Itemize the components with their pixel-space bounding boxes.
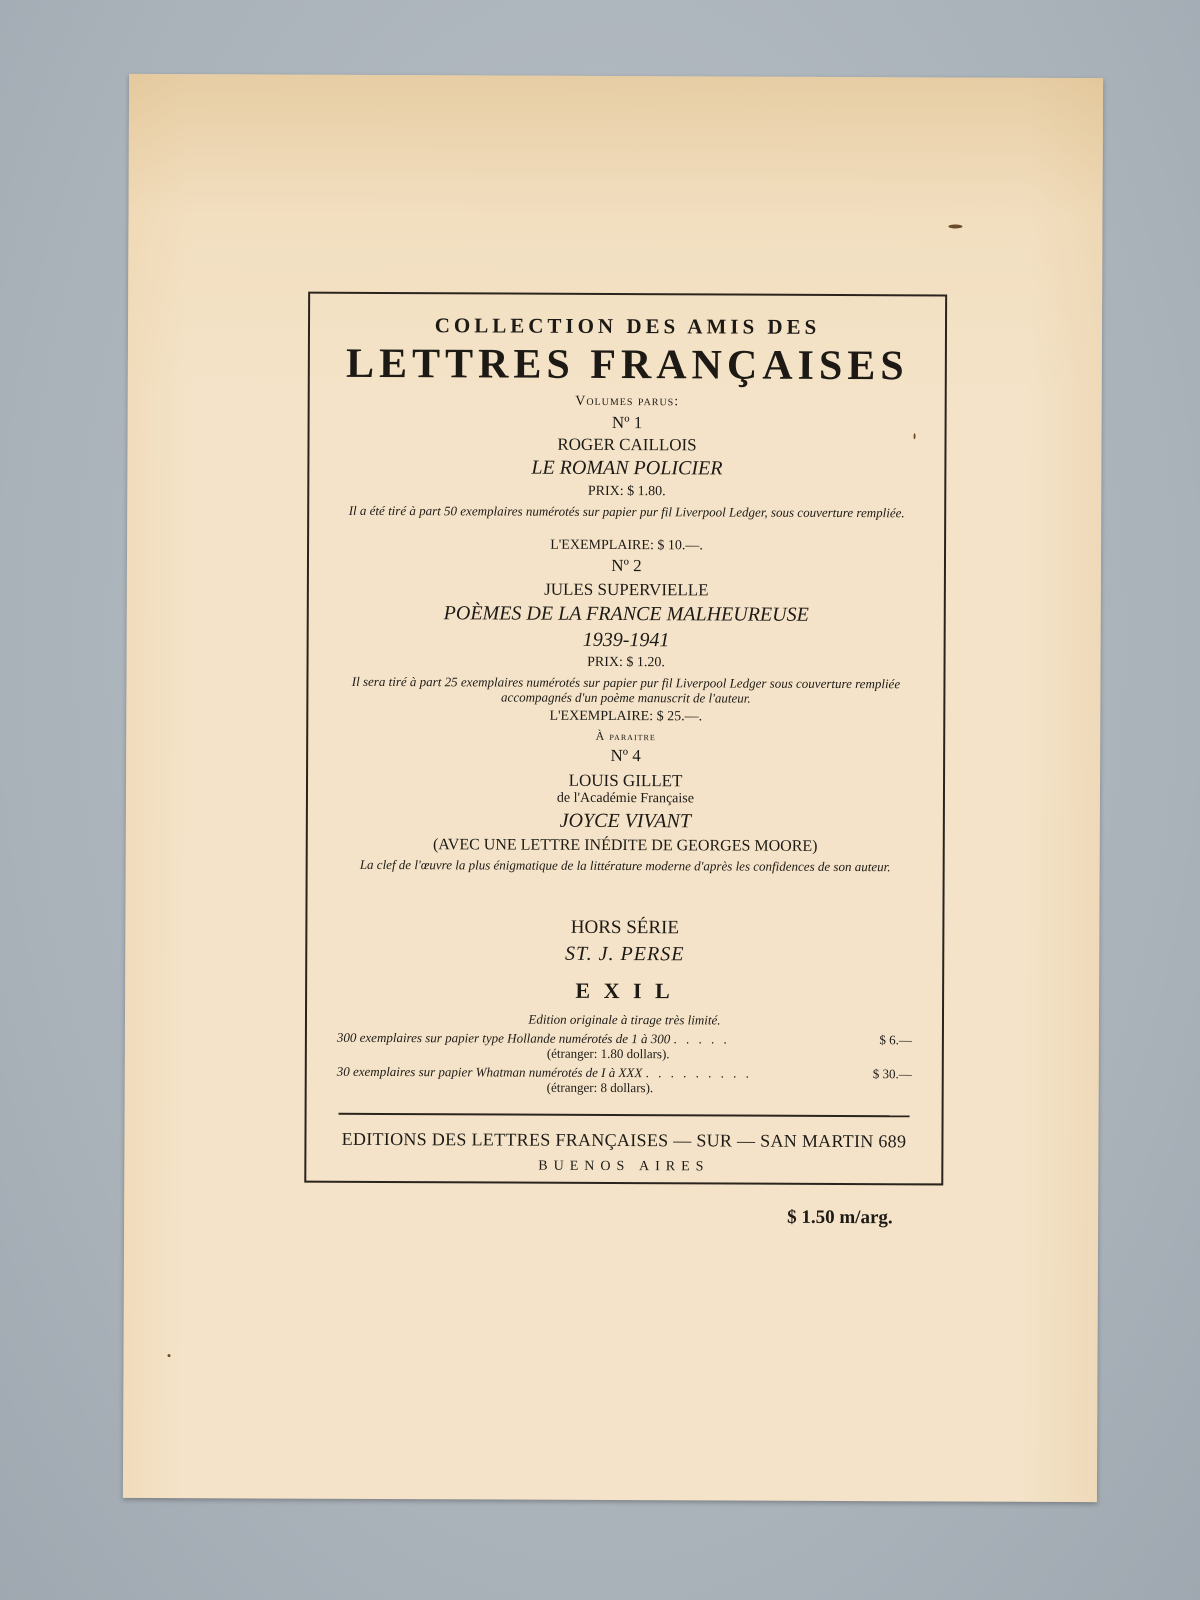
cover-price: $ 1.50 m/arg. xyxy=(787,1206,893,1229)
stain-speck xyxy=(948,224,962,228)
volume-1-price: PRIX: $ 1.80. xyxy=(587,483,666,500)
hors-serie-author: ST. J. PERSE xyxy=(565,942,685,966)
volume-1-author: ROGER CAILLOIS xyxy=(557,434,697,455)
hors-serie-edition: Edition originale à tirage très limité. xyxy=(528,1011,721,1028)
leader-dots: . . . . . . . . . xyxy=(645,1065,752,1081)
volume-2-years: 1939-1941 xyxy=(582,628,670,652)
volume-2-copy-price: L'EXEMPLAIRE: $ 25.—. xyxy=(549,708,703,725)
leader-dots: . . . . . xyxy=(673,1031,730,1047)
edition-text: 30 exemplaires sur papier Whatman numérotés de I à XXX xyxy=(336,1063,643,1081)
publisher-city: BUENOS AIRES xyxy=(538,1158,710,1175)
volume-4-affiliation: de l'Académie Française xyxy=(556,790,694,807)
forthcoming-label: À paraitre xyxy=(595,728,656,744)
volume-4-author: LOUIS GILLET xyxy=(568,770,683,791)
volume-1-number: Nº 1 xyxy=(611,412,643,433)
edition-foreign-price: (étranger: 8 dollars). xyxy=(546,1079,654,1096)
edition-text: 300 exemplaires sur papier type Hollande numérotés de 1 à 300 xyxy=(336,1029,671,1047)
main-title: LETTRES FRANÇAISES xyxy=(345,340,909,390)
volume-4-subtitle: (AVEC UNE LETTRE INÉDITE DE GEORGES MOORE) xyxy=(432,836,818,855)
edition-price: $ 6.— xyxy=(879,1032,912,1048)
volume-2-author: JULES SUPERVIELLE xyxy=(544,579,709,600)
volume-2-number: Nº 2 xyxy=(611,555,642,576)
volume-4-title: JOYCE VIVANT xyxy=(559,809,692,833)
volume-4-note: La clef de l'œuvre la plus énigmatique de la littérature moderne d'après les confidences de son auteur. xyxy=(359,856,891,875)
edition-row-whatman xyxy=(337,1064,912,1097)
volume-2-price: PRIX: $ 1.20. xyxy=(587,654,665,671)
volume-2-title: POÈMES DE LA FRANCE MALHEUREUSE xyxy=(443,602,809,626)
back-cover-page xyxy=(123,74,1103,1502)
hors-serie-title: E X I L xyxy=(575,977,674,1004)
volume-1-title: LE ROMAN POLICIER xyxy=(531,456,723,480)
edition-price: $ 30.— xyxy=(872,1066,912,1082)
catalog-frame xyxy=(304,292,947,1186)
divider-rule xyxy=(339,1113,910,1117)
edition-foreign-price: (étranger: 1.80 dollars). xyxy=(546,1045,670,1062)
volume-2-note: Il sera tiré à part 25 exemplaires numérotés sur papier pur fil Liverpool Ledger sous couverture rempliée accompagnés d'un poème manuscrit de l'auteur. xyxy=(351,673,901,706)
series-line: COLLECTION DES AMIS DES xyxy=(434,313,821,339)
volume-4-number: Nº 4 xyxy=(610,745,641,766)
hors-serie-label: HORS SÉRIE xyxy=(570,916,680,939)
stain-speck xyxy=(168,1354,171,1357)
volume-1-note: Il a été tiré à part 50 exemplaires numérotés sur papier pur fil Liverpool Ledger, sous couverture rempliée. xyxy=(348,502,905,521)
volume-1-copy-price: L'EXEMPLAIRE: $ 10.—. xyxy=(550,537,703,554)
publisher-line: EDITIONS DES LETTRES FRANÇAISES — SUR — SAN MARTIN 689 xyxy=(341,1128,907,1152)
edition-row-hollande xyxy=(337,1030,912,1063)
volumes-parus-label: Volumes parus: xyxy=(575,393,680,410)
